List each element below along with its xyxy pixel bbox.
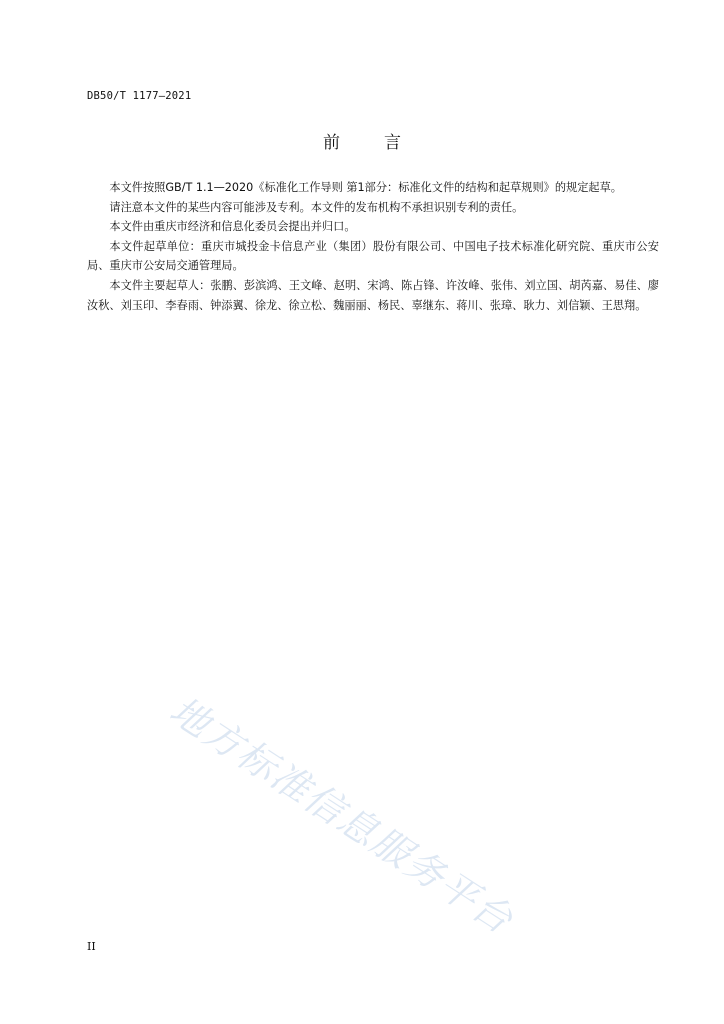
title-char-1: 前 [323,133,340,153]
watermark: 地方标准信息服务平台 [162,687,522,943]
document-code: DB50/T 1177—2021 [87,90,192,102]
foreword-body [87,178,659,315]
paragraph-drafting-rules: 本文件按照GB/T 1.1—2020《标准化工作导则 第1部分：标准化文件的结构和起草规则》的规定起草。 [109,181,622,194]
paragraph-patent-notice: 请注意本文件的某些内容可能涉及专利。本文件的发布机构不承担识别专利的责任。 [109,200,524,214]
section-title [0,128,724,153]
paragraph-proposer: 本文件由重庆市经济和信息化委员会提出并归口。 [109,220,356,234]
title-char-2: 言 [384,133,401,153]
paragraph-drafters: 本文件主要起草人：张鹏、彭滨鸿、王文峰、赵明、宋鸿、陈占锋、许汝峰、张伟、刘立国、胡芮嘉、易佳、廖汝秋、刘玉印、李春雨、钟添翼、徐龙、徐立松、魏丽丽、杨民、辜继东、蒋川、张璋、耿力、刘信颖、王思翔。 [87,278,659,312]
page-number: II [87,940,96,953]
paragraph-drafting-units: 本文件起草单位：重庆市城投金卡信息产业（集团）股份有限公司、中国电子技术标准化研究院、重庆市公安局、重庆市公安局交通管理局。 [87,239,659,273]
